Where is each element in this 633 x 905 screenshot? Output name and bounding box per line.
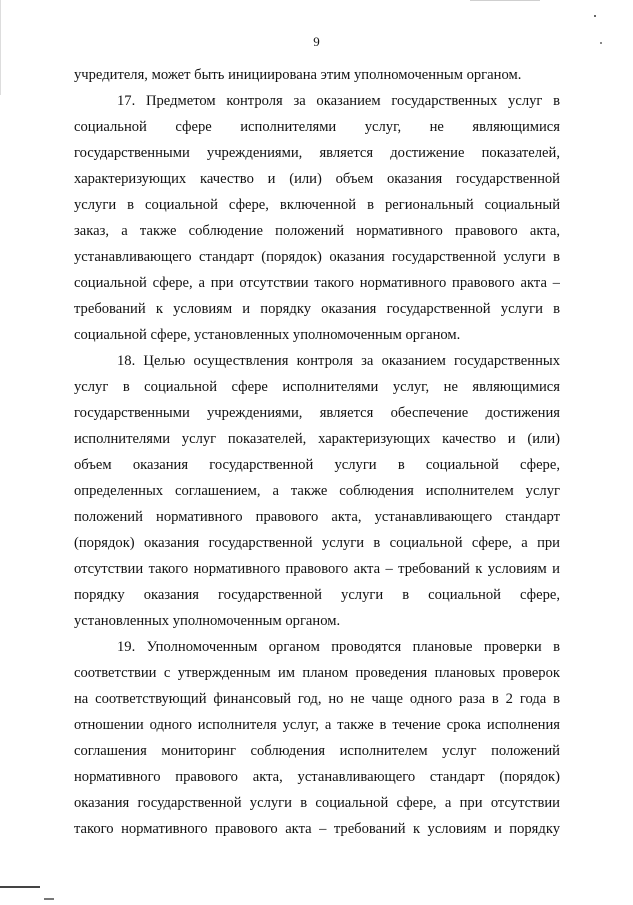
text-line: соответствии с утвержденным им планом проведения плановых проверок (74, 665, 560, 681)
text-line: требований к условиям и порядку оказания государственной услуги в (74, 301, 560, 317)
text-line: положений нормативного правового акта, устанавливающего стандарт (74, 509, 560, 525)
text-line: учредителя, может быть инициирована этим уполномоченным органом. (74, 67, 522, 83)
text-line: исполнителями услуг показателей, характеризующих качество и (или) (74, 431, 560, 447)
text-line: услуги в социальной сфере, включенной в региональный социальный (74, 197, 560, 213)
text-line: (порядок) оказания государственной услуги в социальной сфере, а при (74, 535, 560, 551)
text-line: характеризующих качество и (или) объем оказания государственной (74, 171, 560, 187)
text-line: объем оказания государственной услуги в социальной сфере, (74, 457, 560, 473)
text-line: соглашения мониторинг соблюдения исполнителем услуг положений (74, 743, 560, 759)
text-line: установленных уполномоченным органом. (74, 613, 341, 629)
text-line: определенных соглашением, а также соблюдения исполнителем услуг (74, 483, 560, 499)
text-line: на соответствующий финансовый год, но не чаще одного раза в 2 года в (74, 691, 560, 707)
document-body (74, 62, 560, 842)
page-number: 9 (313, 34, 320, 49)
text-line: нормативного правового акта, устанавливающего стандарт (порядок) (74, 769, 560, 785)
text-line: услуг в социальной сфере исполнителями услуг, не являющимися (74, 379, 560, 395)
text-line: социальной сфере исполнителями услуг, не являющимися (74, 119, 560, 135)
text-line: государственными учреждениями, является достижение показателей, (74, 145, 560, 161)
scan-edge-mark (44, 898, 54, 900)
text-line: отношении одного исполнителя услуг, а также в течение срока исполнения (74, 717, 560, 733)
text-line: оказания государственной услуги в социальной сфере, а при отсутствии (74, 795, 560, 811)
text-line: заказ, а также соблюдение положений нормативного правового акта, (74, 223, 560, 239)
scan-top-rule (470, 0, 540, 1)
text-line: отсутствии такого нормативного правового акта – требований к условиям и (74, 561, 560, 577)
text-line: социальной сфере, установленных уполномоченным органом. (74, 327, 461, 343)
paragraph-19-first-line: 19. Уполномоченным органом проводятся плановые проверки в (117, 639, 560, 655)
scan-speck (594, 15, 596, 17)
paragraph-18-first-line: 18. Целью осуществления контроля за оказанием государственных (117, 353, 560, 369)
text-line: порядку оказания государственной услуги в социальной сфере, (74, 587, 560, 603)
text-line: государственными учреждениями, является обеспечение достижения (74, 405, 560, 421)
text-line: устанавливающего стандарт (порядок) оказания государственной услуги в (74, 249, 560, 265)
paragraph-17-first-line: 17. Предметом контроля за оказанием государственных услуг в (117, 93, 560, 109)
scan-edge-mark (0, 886, 40, 888)
text-line: социальной сфере, а при отсутствии такого нормативного правового акта – (74, 275, 560, 291)
text-line: такого нормативного правового акта – требований к условиям и порядку (74, 821, 560, 837)
